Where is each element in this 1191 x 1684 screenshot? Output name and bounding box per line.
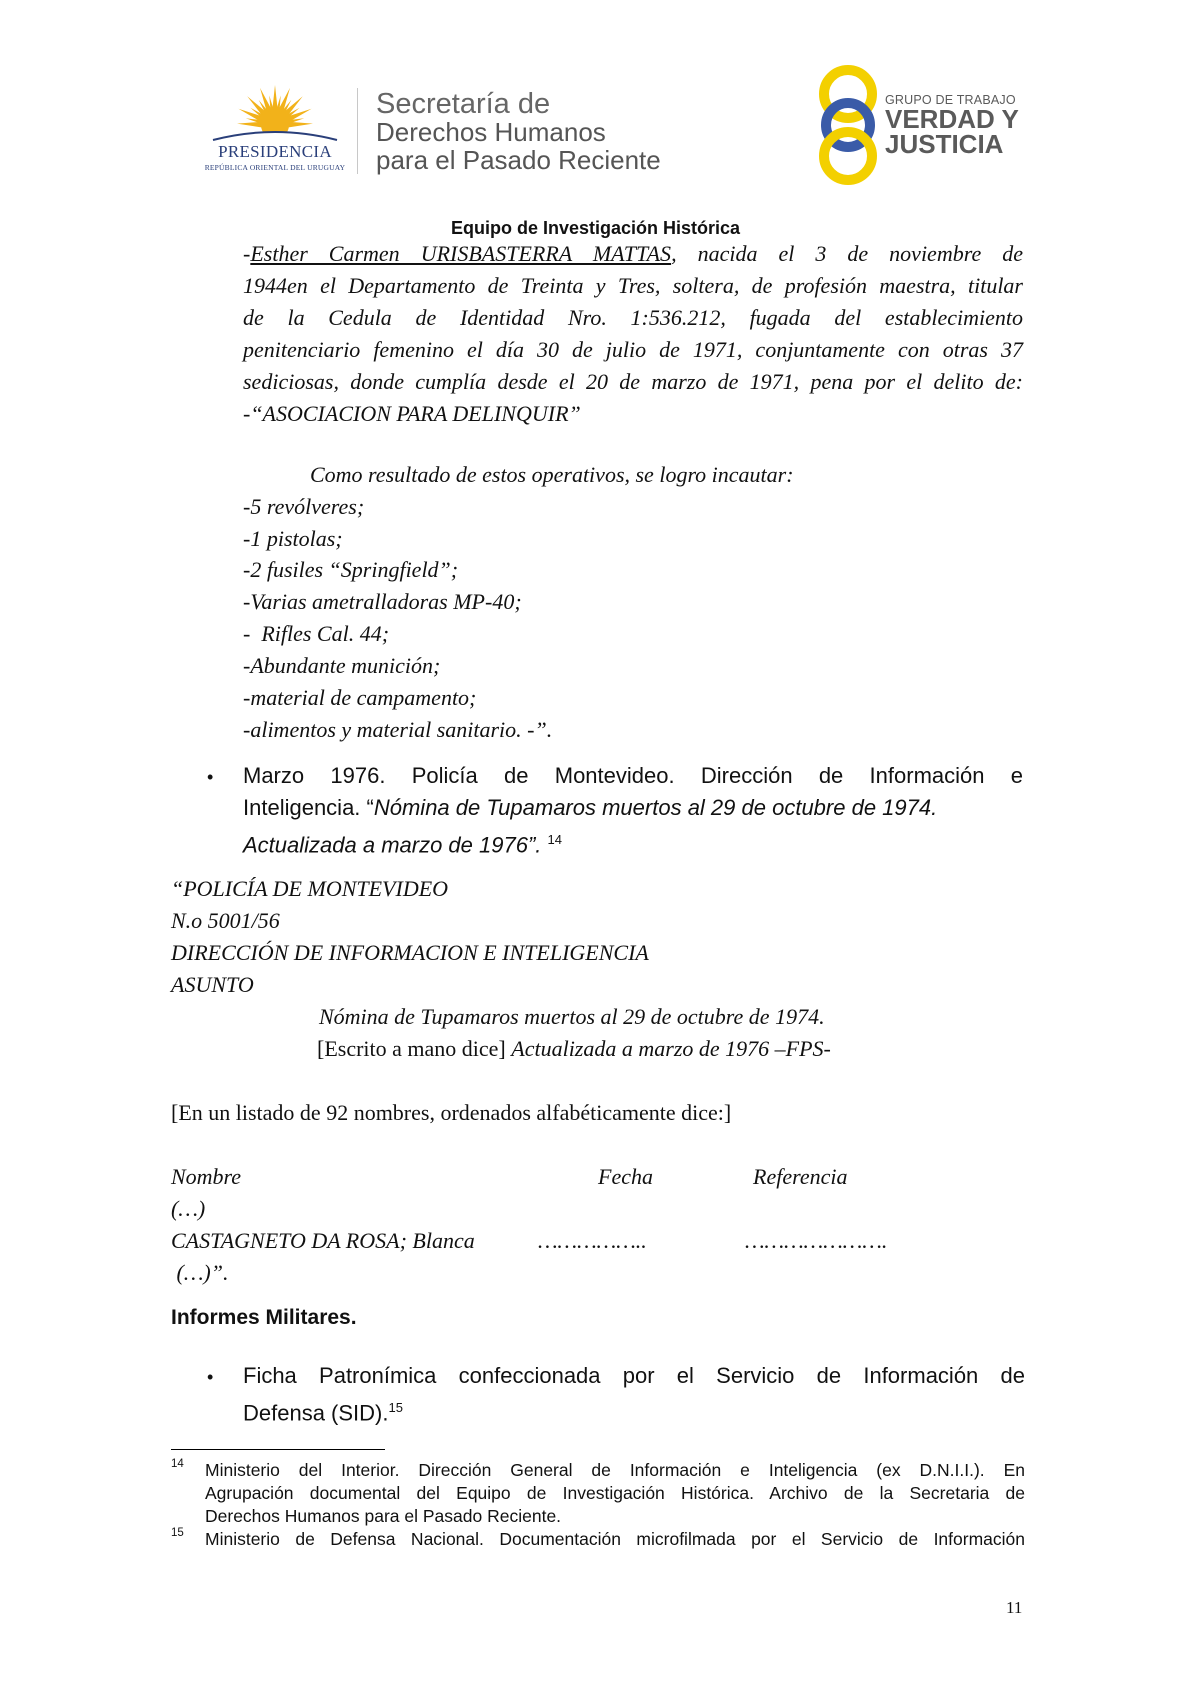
secretaria-line-1: Secretaría de bbox=[376, 88, 551, 120]
bullet-1-line-3-italic: Actualizada a marzo de 1976”. bbox=[243, 832, 542, 858]
bullet-1-text bbox=[243, 760, 1023, 861]
presidencia-wordmark: PRESIDENCIA bbox=[218, 142, 332, 161]
para1-line-5: sediciosas, donde cumplía desde el 20 de marzo de 1971, pena por el delito de: bbox=[243, 369, 1023, 394]
footnote-14-line-3: Derechos Humanos para el Pasado Reciente. bbox=[205, 1506, 562, 1526]
footnote-ref-14[interactable]: 14 bbox=[547, 832, 562, 847]
dash: - bbox=[243, 241, 251, 266]
ellipsis-close: (…)”. bbox=[171, 1260, 229, 1285]
bullet-icon: • bbox=[207, 1367, 214, 1387]
grupo-line-1: GRUPO DE TRABAJO bbox=[885, 93, 1016, 107]
bullet-2-line-2 bbox=[243, 1392, 1025, 1429]
footnote-15-number: 15 bbox=[171, 1527, 184, 1539]
row-fecha: …………….. bbox=[538, 1228, 647, 1253]
footnote-14 bbox=[205, 1459, 1025, 1528]
incautado-item: -Varias ametralladoras MP-40; bbox=[243, 589, 522, 614]
footnote-15-line-1: Ministerio de Defensa Nacional. Documentación microfilmada por el Servicio de Información bbox=[205, 1529, 1025, 1549]
team-title: Equipo de Investigación Histórica bbox=[450, 218, 741, 238]
row-name: CASTAGNETO DA ROSA; Blanca bbox=[171, 1228, 475, 1253]
footnote-rule bbox=[171, 1449, 385, 1450]
bullet-2-line-2-text: Defensa (SID). bbox=[243, 1400, 389, 1426]
bullet-1-line-2 bbox=[243, 792, 1023, 824]
bullet-1-line-2-italic: Nómina de Tupamaros muertos al 29 de octubre de 1974. bbox=[373, 795, 938, 820]
footnote-14-line-1: Ministerio del Interior. Dirección General de Información e Inteligencia (ex D.N.I.I.). En bbox=[205, 1460, 1025, 1480]
verdad-justicia-wordmark bbox=[885, 93, 1019, 157]
incautado-item: -Abundante munición; bbox=[243, 653, 441, 678]
ellipsis-open: (…) bbox=[171, 1196, 206, 1221]
incautado-item: -5 revólveres; bbox=[243, 494, 365, 519]
grupo-line-3: JUSTICIA bbox=[885, 129, 1004, 159]
incautado-item: -1 pistolas; bbox=[243, 526, 343, 551]
bullet-2-text bbox=[243, 1360, 1025, 1429]
memo-line-6 bbox=[317, 1036, 831, 1062]
para1-line-2: 1944en el Departamento de Treinta y Tres, soltera, de profesión maestra, titular bbox=[243, 273, 1023, 298]
header-divider bbox=[357, 88, 358, 174]
memo-line-4: ASUNTO bbox=[171, 972, 254, 997]
memo-line-6-plain: [Escrito a mano dice] bbox=[317, 1036, 512, 1061]
para1-line-4: penitenciario femenino el día 30 de julio de 1971, conjuntamente con otras 37 bbox=[243, 337, 1023, 362]
bullet-icon: • bbox=[207, 767, 214, 787]
memo-line-2: N.o 5001/56 bbox=[171, 908, 280, 933]
grupo-line-2: VERDAD Y bbox=[885, 104, 1019, 134]
footnote-14-line-2: Agrupación documental del Equipo de Investigación Histórica. Archivo de la Secretaria de bbox=[205, 1483, 1025, 1503]
bullet-1-line-1: Marzo 1976. Policía de Montevideo. Dirección de Información e bbox=[243, 763, 1023, 788]
para1-line-1 bbox=[243, 238, 1023, 270]
footnote-15 bbox=[205, 1528, 1025, 1551]
incautado-item: -alimentos y material sanitario. -”. bbox=[243, 717, 553, 742]
incautado-item: -material de campamento; bbox=[243, 685, 477, 710]
footnote-14-number: 14 bbox=[171, 1458, 184, 1470]
fugada-paragraph bbox=[243, 238, 1023, 430]
section-heading: Informes Militares. bbox=[171, 1306, 357, 1329]
bullet-2-line-1: Ficha Patronímica confeccionada por el Servicio de Información de bbox=[243, 1363, 1025, 1388]
secretaria-line-2: Derechos Humanos bbox=[376, 117, 606, 147]
footnote-ref-15[interactable]: 15 bbox=[388, 1400, 403, 1415]
para1-line-1-rest: , nacida el 3 de noviembre de bbox=[671, 241, 1023, 266]
para1-line-3: de la Cedula de Identidad Nro. 1:536.212, fugada del establecimiento bbox=[243, 305, 1023, 330]
col-referencia: Referencia bbox=[753, 1164, 848, 1189]
bullet-1-line-3 bbox=[243, 824, 1023, 861]
listado-note: [En un listado de 92 nombres, ordenados alfabéticamente dice:] bbox=[171, 1100, 732, 1125]
memo-line-1: “POLICÍA DE MONTEVIDEO bbox=[171, 876, 449, 901]
operativos-intro: Como resultado de estos operativos, se logro incautar: bbox=[310, 462, 794, 487]
secretaria-wordmark bbox=[376, 90, 661, 174]
incautado-item: - Rifles Cal. 44; bbox=[243, 621, 390, 646]
secretaria-line-3: para el Pasado Reciente bbox=[376, 145, 661, 175]
incautado-item: -2 fusiles “Springfield”; bbox=[243, 557, 459, 582]
person-name: Esther Carmen URISBASTERRA MATTAS bbox=[250, 241, 672, 266]
memo-line-5: Nómina de Tupamaros muertos al 29 de octubre de 1974. bbox=[319, 1004, 825, 1029]
col-fecha: Fecha bbox=[598, 1164, 653, 1189]
page-number: 11 bbox=[1006, 1598, 1023, 1617]
para1-line-6: -“ASOCIACION PARA DELINQUIR” bbox=[243, 401, 581, 426]
presidencia-subtitle: REPÚBLICA ORIENTAL DEL URUGUAY bbox=[204, 163, 346, 172]
memo-line-3: DIRECCIÓN DE INFORMACION E INTELIGENCIA bbox=[171, 940, 649, 965]
row-referencia: …………………. bbox=[745, 1228, 888, 1253]
bullet-1-line-2-plain: Inteligencia. “ bbox=[243, 795, 374, 820]
col-nombre: Nombre bbox=[171, 1164, 242, 1189]
memo-line-6-italic: Actualizada a marzo de 1976 –FPS- bbox=[511, 1036, 831, 1061]
